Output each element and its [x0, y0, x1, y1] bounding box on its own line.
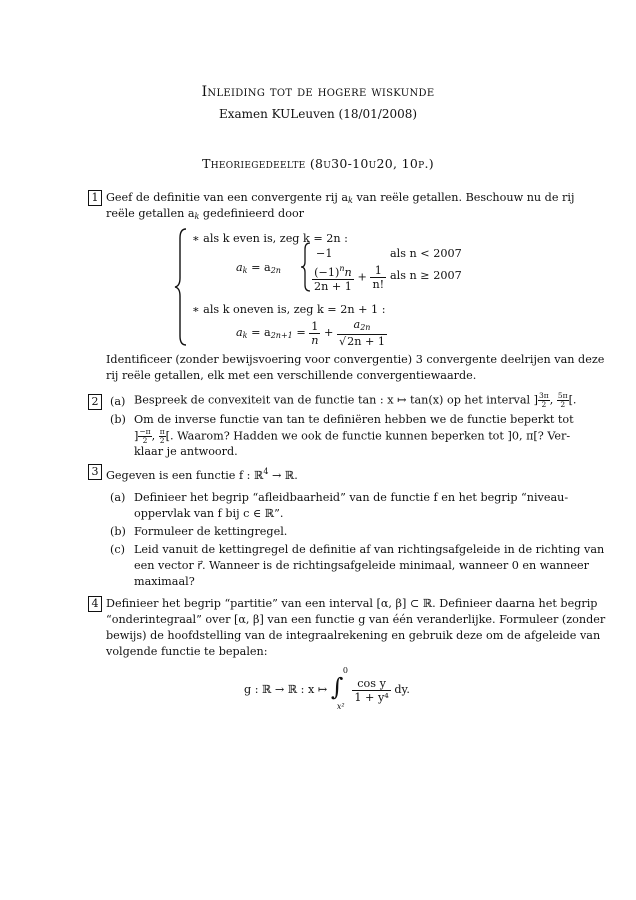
- q2-a-label: (a): [110, 395, 126, 408]
- q3-c-line2: een vector r⃗. Wanneer is de richtingsafgeleide minimaal, wanneer 0 en wanneer: [134, 559, 590, 572]
- question-number-3: 3: [88, 464, 102, 480]
- q1-case-even: ∗ als k even is, zeg k = 2n :: [192, 232, 348, 245]
- q3-c-label: (c): [110, 543, 125, 556]
- q3-a-label: (a): [110, 491, 126, 504]
- part-title: Theoriegedeelte (8u30-10u20, 10p.): [202, 156, 434, 171]
- q1-intro-line1: Geef de definitie van een convergente rij $a_k$ van reële getallen. Beschouw nu de rij: [106, 191, 575, 205]
- cases-brace: [174, 228, 188, 346]
- q2-b-label: (b): [110, 413, 126, 426]
- q3-b-label: (b): [110, 525, 126, 538]
- q4-line4: volgende functie te bepalen:: [106, 645, 268, 658]
- q1-even-lhs: $a_k = a_{2n}$: [236, 261, 281, 275]
- q1-odd-formula: $a_k = a_{2n+1}$ = $\frac{1}{n}$ + $\frac{a_{2n}}{√2n + 1}$: [236, 318, 386, 348]
- course-title: Inleiding tot de hogere wiskunde: [201, 84, 435, 100]
- q1-even-cond1: als n < 2007: [390, 247, 462, 260]
- q2-b-line1: Om de inverse functie van tan te definiëren hebben we de functie beperkt tot: [134, 413, 574, 426]
- q3-b-text: Formuleer de kettingregel.: [134, 525, 288, 538]
- even-cases-brace: [300, 242, 312, 292]
- q3-a-line1: Definieer het begrip “afleidbaarheid” van de functie f en het begrip “niveau-: [134, 491, 569, 504]
- q4-line1: Definieer het begrip “partitie” van een interval [α, β] ⊂ ℝ. Definieer daarna het begrip: [106, 597, 598, 610]
- question-number-1: 1: [88, 190, 102, 206]
- q3-intro: Gegeven is een functie f : ℝ$^4$ → ℝ.: [106, 467, 298, 482]
- q2-a-text: Bespreek de convexiteit van de functie tan : x ↦ tan(x) op het interval ] $\frac{3\pi}{2}$ , $\frac{5\pi}{2}$ [.: [134, 391, 577, 409]
- q1-intro-line2: reële getallen $a_k$ gedefinieerd door: [106, 207, 305, 221]
- q1-closing-line1: Identificeer (zonder bewijsvoering voor convergentie) 3 convergente deelrijen van deze: [106, 353, 605, 366]
- q3-c-line1: Leid vanuit de kettingregel de definitie af van richtingsafgeleide in de richting van: [134, 543, 605, 556]
- q4-line2: “onderintegraal” over [α, β] van een functie g van één veranderlijke. Formuleer (zonder: [106, 613, 606, 626]
- q1-even-case2: $\frac{(-1)^nn}{2n + 1}$ + $\frac{1}{n!}$: [314, 264, 385, 293]
- question-number-4: 4: [88, 596, 102, 612]
- q4-line3: bewijs) de hoofdstelling van de integraalrekening en gebruik deze om de afgeleide van: [106, 629, 601, 642]
- q4-formula: g : ℝ → ℝ : x ↦ ∫ 0 x² $\frac{\text{cos y}}{\text{1 + y⁴}}$ dy.: [244, 666, 410, 711]
- q1-closing-line2: rij reële getallen, elk met een verschillende convergentiewaarde.: [106, 369, 477, 382]
- q3-c-line3: maximaal?: [134, 575, 195, 588]
- q3-a-line2: oppervlak van f bij c ∈ ℝ”.: [134, 507, 284, 520]
- q1-even-case1: −1: [316, 247, 333, 260]
- q1-even-cond2: als n ≥ 2007: [390, 269, 462, 282]
- exam-subtitle: Examen KULeuven (18/01/2008): [218, 107, 418, 121]
- q2-b-line3: klaar je antwoord.: [134, 445, 238, 458]
- q2-b-line2: ] $\frac{-\pi}{2}$ , $\frac{\pi}{2}$ [. Waarom? Hadden we ook de functie kunnen beperken tot ]0, π[? Ver-: [134, 427, 571, 445]
- q1-case-odd: ∗ als k oneven is, zeg k = 2n + 1 :: [192, 303, 386, 316]
- question-number-2: 2: [88, 394, 102, 410]
